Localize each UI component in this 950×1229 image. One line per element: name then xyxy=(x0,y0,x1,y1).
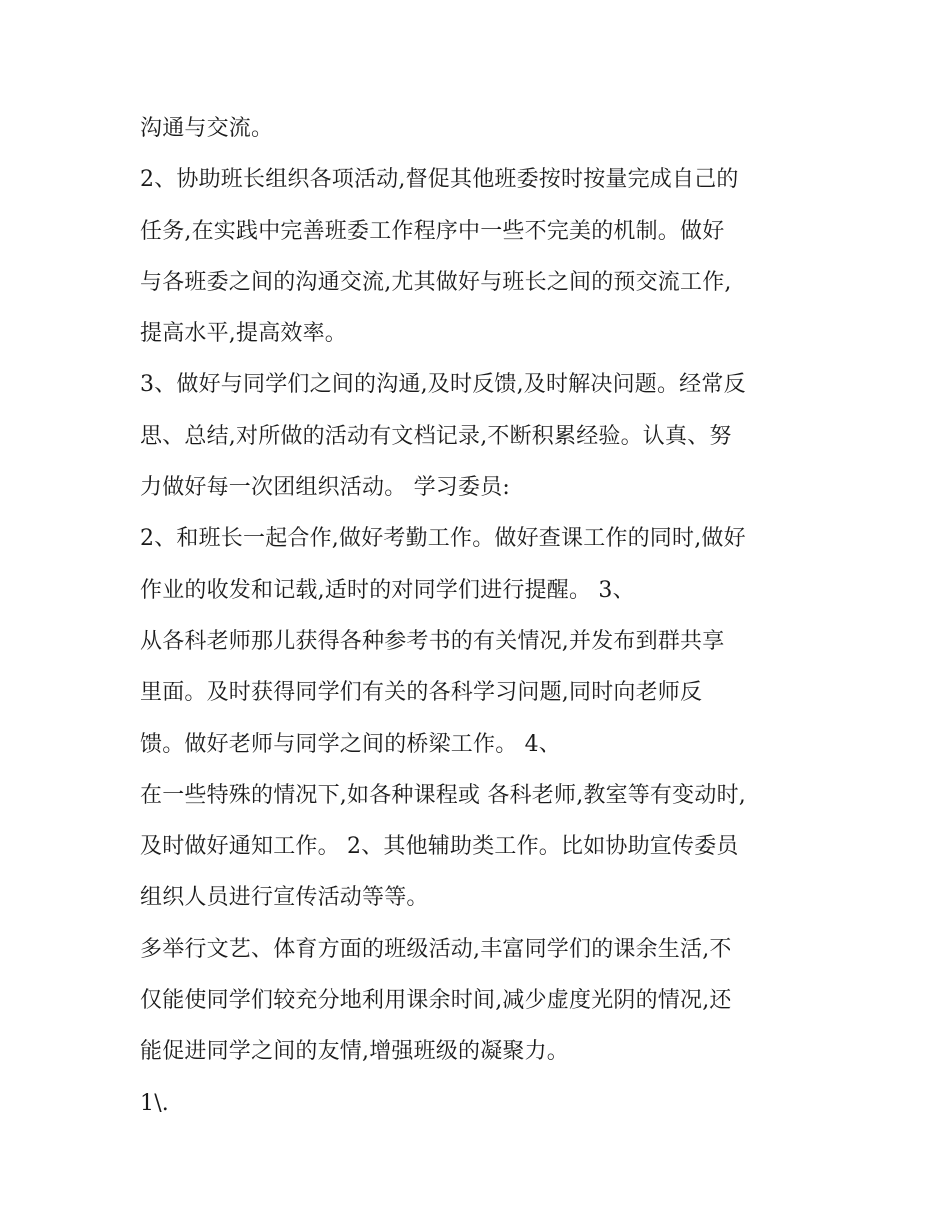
text-line: 1\. xyxy=(140,1090,170,1116)
text-line: 提高水平,提高效率。 xyxy=(140,321,347,347)
text-line: 与各班委之间的沟通交流,尤其做好与班长之间的预交流工作, xyxy=(140,269,732,295)
text-line: 多举行文艺、体育方面的班级活动,丰富同学们的课余生活,不 xyxy=(140,936,732,962)
text-line: 在一些特殊的情况下,如各种课程或 各科老师,教室等有变动时, xyxy=(140,782,746,808)
text-line: 从各科老师那儿获得各种参考书的有关情况,并发布到群共享 xyxy=(140,628,725,654)
document-body xyxy=(140,103,840,1129)
text-line: 馈。做好老师与同学之间的桥梁工作。 4、 xyxy=(140,731,561,757)
text-line: 力做好每一次团组织活动。 学习委员: xyxy=(140,475,511,501)
text-line: 里面。及时获得同学们有关的各科学习问题,同时向老师反 xyxy=(140,680,703,706)
text-line: 沟通与交流。 xyxy=(140,116,274,141)
text-line: 作业的收发和记载,适时的对同学们进行提醒。 3、 xyxy=(140,577,635,603)
text-line: 能促进同学之间的友情,增强班级的凝聚力。 xyxy=(140,1039,569,1065)
text-line: 2、协助班长组织各项活动,督促其他班委按时按量完成自己的 xyxy=(140,167,739,193)
text-line: 2、和班长一起合作,做好考勤工作。做好查课工作的同时,做好 xyxy=(140,526,746,552)
text-line: 及时做好通知工作。 2、其他辅助类工作。比如协助宣传委员 xyxy=(140,834,739,860)
text-line: 组织人员进行宣传活动等等。 xyxy=(140,885,429,911)
text-line: 3、做好与同学们之间的沟通,及时反馈,及时解决问题。经常反 xyxy=(140,372,746,398)
text-line: 任务,在实践中完善班委工作程序中一些不完美的机制。做好 xyxy=(140,218,725,244)
text-line: 思、总结,对所做的活动有文档记录,不断积累经验。认真、努 xyxy=(140,423,732,449)
text-line: 仅能使同学们较充分地利用课余时间,减少虚度光阴的情况,还 xyxy=(140,988,732,1014)
